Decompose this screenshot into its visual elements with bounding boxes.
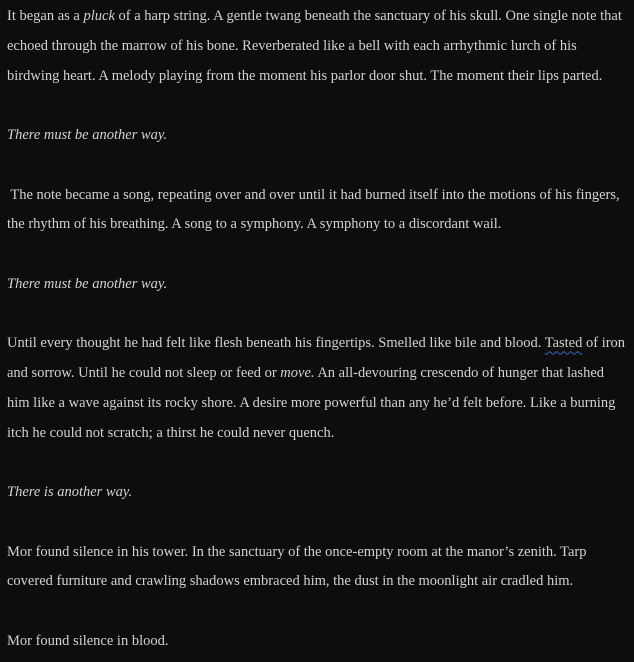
- text-line: [7, 567, 629, 597]
- text-segment: The note became a song, repeating over and over until it had burned itself into the motions of his fingers,: [7, 186, 620, 203]
- spellcheck-flagged-word: Tasted: [544, 335, 583, 352]
- italic-text-segment: There is another way.: [7, 484, 133, 500]
- italic-text-segment: pluck: [83, 8, 115, 24]
- text-segment: birdwing heart. A melody playing from the moment his parlor door shut. The moment their lips parted.: [7, 67, 603, 84]
- text-segment: of iron: [582, 335, 626, 352]
- text-line: [7, 329, 629, 359]
- text-line: [7, 270, 629, 300]
- text-line: [7, 538, 629, 568]
- blank-line: [7, 300, 629, 330]
- blank-line: [7, 151, 629, 181]
- blank-line: [7, 597, 629, 627]
- text-segment: Until every thought he had felt like flesh beneath his fingertips. Smelled like bile and blood.: [7, 335, 545, 352]
- text-segment: It began as a: [7, 8, 84, 24]
- text-line: [7, 389, 629, 419]
- text-segment: him like a wave against its rocky shore. A desire more powerful than any he’d felt before. Like a burning: [7, 394, 616, 411]
- text-segment: An all-devouring crescendo of hunger that lashed: [314, 365, 605, 381]
- text-line: [7, 121, 629, 151]
- text-line: [7, 32, 629, 62]
- text-line: [7, 62, 629, 92]
- text-line: [7, 478, 629, 508]
- text-line: [7, 210, 629, 240]
- text-line: [7, 2, 629, 32]
- text-line: [7, 419, 629, 449]
- blank-line: [7, 508, 629, 538]
- text-line: [7, 181, 629, 211]
- text-line: [7, 627, 629, 657]
- blank-line: [7, 448, 629, 478]
- text-line: [7, 359, 629, 389]
- blank-line: [7, 91, 629, 121]
- blank-line: [7, 240, 629, 270]
- text-segment: echoed through the marrow of his bone. Reverberated like a bell with each arrhythmic lurch of his: [7, 37, 577, 54]
- text-segment: of a harp string. A gentle twang beneath the sanctuary of his skull. One single note that: [114, 8, 622, 24]
- italic-text-segment: There must be another way.: [7, 127, 168, 143]
- text-segment: Mor found silence in his tower. In the sanctuary of the once-empty room at the manor’s zenith. Tarp: [7, 543, 587, 560]
- italic-text-segment: move.: [280, 365, 315, 381]
- text-segment: the rhythm of his breathing. A song to a symphony. A symphony to a discordant wail.: [7, 216, 502, 233]
- italic-text-segment: There must be another way.: [7, 275, 168, 292]
- text-segment: itch he could not scratch; a thirst he could never quench.: [7, 424, 335, 441]
- text-segment: Mor found silence in blood.: [7, 632, 169, 649]
- text-segment: and sorrow. Until he could not sleep or feed or: [7, 365, 281, 381]
- text-segment: covered furniture and crawling shadows embraced him, the dust in the moonlight air cradled him.: [7, 573, 574, 590]
